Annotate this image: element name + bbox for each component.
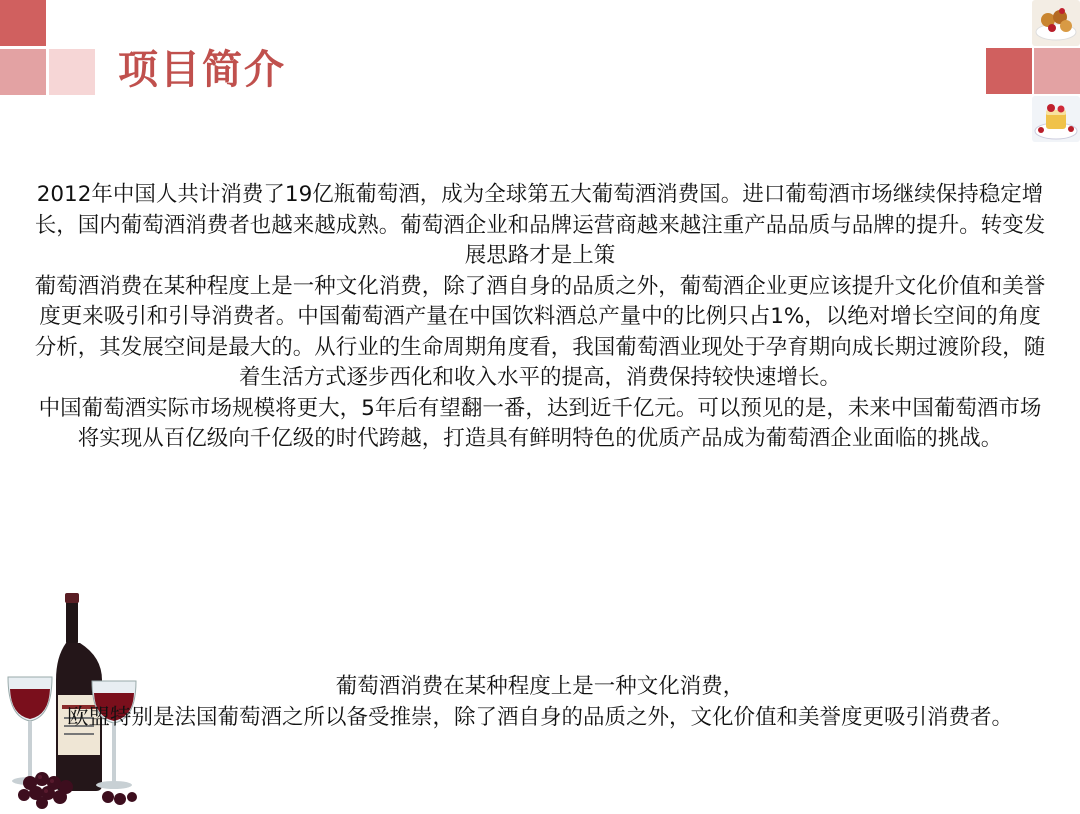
paragraph-market: 中国葡萄酒实际市场规模将更大，5年后有望翻一番，达到近千亿元。可以预见的是，未来中国葡萄酒市场将实现从百亿级向千亿级的时代跨越，打造具有鲜明特色的优质产品成为葡萄酒企业面临的挑战。 [38,395,1042,451]
corner-square-light [49,49,95,95]
paragraph-consumption: 2012年中国人共计消费了19亿瓶葡萄酒，成为全球第五大葡萄酒消费国。进口葡萄酒市场继续保持稳定增长，国内葡萄酒消费者也越来越成熟。葡萄酒企业和品牌运营商越来越注重产品品质与品牌的提升。转变发展思路才是上策 [34,182,1046,268]
bottom-paragraph-1: 葡萄酒消费在某种程度上是一种文化消费， [335,674,745,699]
paragraph-culture: 葡萄酒消费在某种程度上是一种文化消费，除了酒自身的品质之外，葡萄酒企业更应该提升文化价值和美誉度更来吸引和引导消费者。中国葡萄酒产量在中国饮料酒总产量中的比例只占1%，以绝对增长空间的角度分析，其发展空间是最大的。从行业的生命周期角度看，我国葡萄酒业现处于孕育期向成长期过渡阶段，随着生活方式逐步西化和收入水平的提高，消费保持较快速增长。 [34,273,1046,390]
slide-title: 项目简介 [118,47,286,93]
corner-square-dark [0,0,46,46]
bottom-paragraph-2: 欧盟特别是法国葡萄酒之所以备受推崇，除了酒自身的品质之外，文化价值和美誉度更吸引消费者。 [66,704,1013,730]
dessert-photo-bottom [1032,96,1080,142]
dessert-photo-top [1032,0,1080,46]
right-square-mid [1034,48,1080,94]
bottom-text [30,672,1050,733]
right-square-dark [986,48,1032,94]
body-text [30,180,1050,455]
corner-square-mid [0,49,46,95]
